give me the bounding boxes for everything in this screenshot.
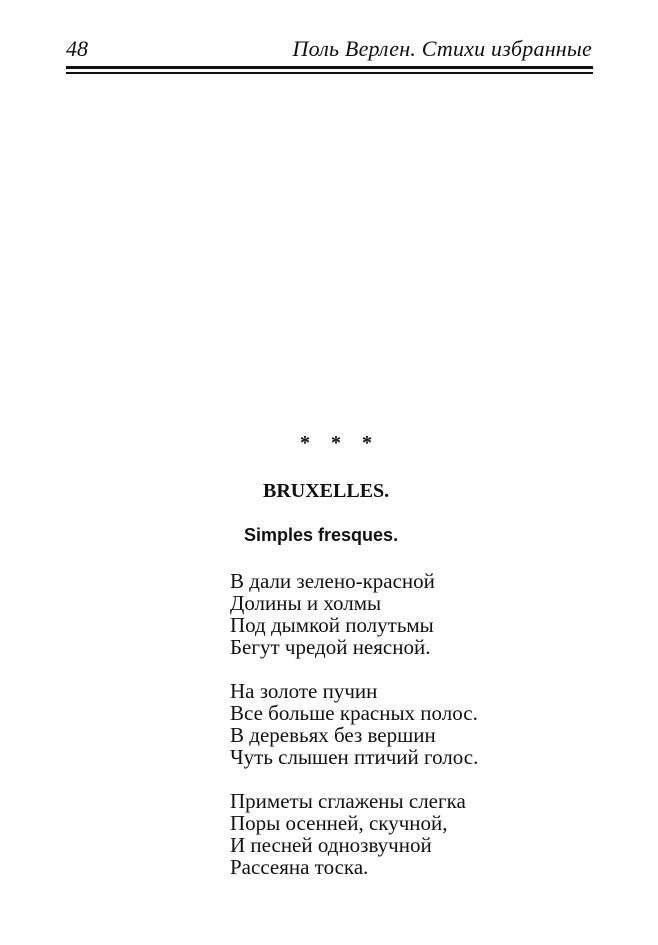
verse-line: Все больше красных полос. (230, 701, 478, 725)
page-header (66, 34, 594, 64)
stanza-2 (230, 680, 610, 768)
stanza-1 (230, 570, 610, 658)
section-ornament: * * * (300, 432, 380, 454)
verse-line: Рассеяна тоска. (230, 855, 369, 879)
verse-line: Долины и холмы (230, 591, 382, 615)
verse-line: В дали зелено-красной (230, 569, 435, 593)
poem-subtitle: Simples fresques. (244, 525, 399, 545)
verse-line: И песней однозвучной (230, 833, 432, 857)
verse-line: На золоте пучин (230, 679, 378, 703)
verse-line: В деревьях без вершин (230, 723, 436, 747)
running-title: Поль Верлен. Стихи избранные (292, 36, 592, 61)
poem-body (230, 570, 610, 900)
verse-line: Поры осенней, скучной, (230, 811, 448, 835)
verse-line: Чуть слышен птичий голос. (230, 745, 479, 769)
header-rule-thin (66, 72, 593, 74)
verse-line: Приметы сглажены слегка (230, 789, 466, 813)
page-number: 48 (66, 36, 88, 61)
poem-title: BRUXELLES. (263, 480, 390, 502)
stanza-3 (230, 790, 610, 878)
header-rule-thick (66, 66, 593, 69)
verse-line: Бегут чредой неясной. (230, 635, 431, 659)
verse-line: Под дымкой полутьмы (230, 613, 434, 637)
